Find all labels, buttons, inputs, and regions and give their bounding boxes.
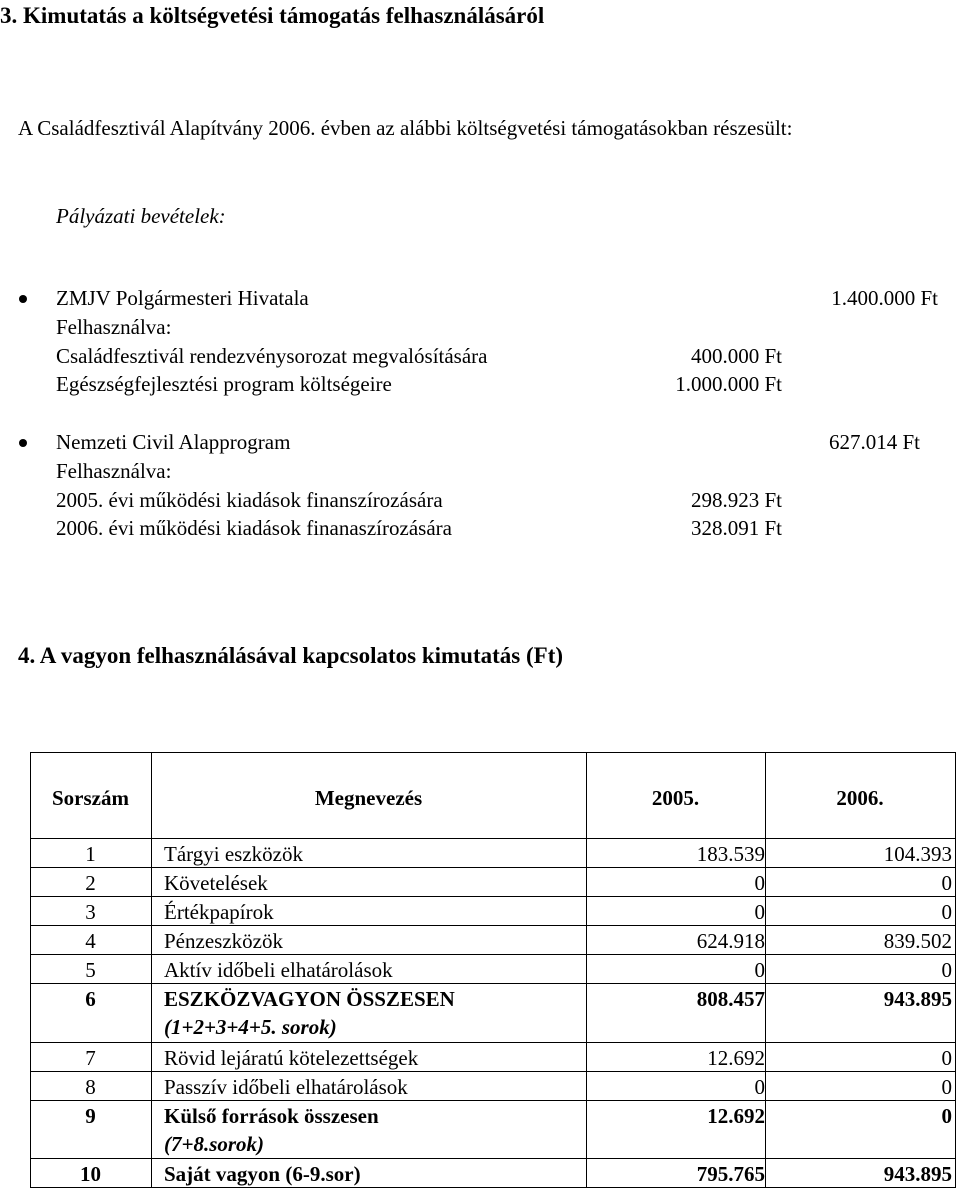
used-label: Felhasználva: — [56, 315, 172, 339]
row-value-2006: 0 — [941, 958, 952, 982]
row-name: Külső források összesen — [164, 1104, 379, 1128]
row-value-2005: 12.692 — [707, 1104, 765, 1128]
row-name: ESZKÖZVAGYON ÖSSZESEN — [164, 987, 455, 1011]
bullet-icon — [19, 439, 27, 447]
row-value-2006: 839.502 — [883, 929, 952, 953]
header-2006: 2006. — [836, 786, 884, 810]
row-name: Pénzeszközök — [164, 929, 283, 953]
grant-name: Nemzeti Civil Alapprogram — [56, 430, 291, 454]
row-value-2006: 943.895 — [883, 987, 952, 1011]
row-number: 4 — [85, 929, 96, 953]
row-number: 7 — [85, 1046, 96, 1070]
row-value-2005: 795.765 — [696, 1162, 765, 1186]
row-name: Saját vagyon (6-9.sor) — [164, 1162, 361, 1186]
row-value-2005: 624.918 — [696, 929, 765, 953]
row-value-2005: 0 — [754, 1075, 765, 1099]
row-number: 5 — [85, 958, 96, 982]
subheading-applications: Pályázati bevételek: — [56, 204, 226, 228]
row-value-2006: 0 — [941, 1046, 952, 1070]
usage-item-amount: 400.000 Ft — [690, 344, 782, 368]
row-name: Értékpapírok — [164, 900, 274, 924]
section-3-title: 3. Kimutatás a költségvetési támogatás felhasználásáról — [0, 3, 545, 28]
grant-name: ZMJV Polgármesteri Hivatala — [56, 286, 309, 310]
row-value-2005: 808.457 — [696, 987, 765, 1011]
usage-item-amount: 298.923 Ft — [690, 488, 782, 512]
row-value-2006: 0 — [941, 900, 952, 924]
row-name: Követelések — [164, 871, 268, 895]
section-4-title: 4. A vagyon felhasználásával kapcsolatos kimutatás (Ft) — [18, 643, 564, 668]
row-number: 6 — [85, 987, 96, 1011]
grant-total: 1.400.000 Ft — [831, 286, 938, 310]
row-name-note: (7+8.sorok) — [164, 1132, 265, 1156]
header-2005: 2005. — [651, 786, 700, 810]
row-value-2006: 943.895 — [883, 1162, 952, 1186]
usage-item-label: 2006. évi működési kiadások finanaszírozására — [56, 516, 452, 540]
row-number: 10 — [80, 1162, 101, 1186]
row-value-2006: 0 — [941, 1104, 952, 1128]
grant-total: 627.014 Ft — [828, 430, 920, 454]
row-name: Tárgyi eszközök — [164, 842, 303, 866]
usage-item-amount: 328.091 Ft — [690, 516, 782, 540]
row-number: 2 — [85, 871, 96, 895]
row-number: 9 — [85, 1104, 96, 1128]
row-value-2006: 104.393 — [883, 842, 952, 866]
row-value-2005: 0 — [754, 958, 765, 982]
row-value-2005: 183.539 — [696, 842, 765, 866]
row-name-note: (1+2+3+4+5. sorok) — [164, 1015, 337, 1039]
usage-item-label: 2005. évi működési kiadások finanszírozására — [56, 488, 443, 512]
row-number: 1 — [85, 842, 96, 866]
row-name: Passzív időbeli elhatárolások — [164, 1075, 408, 1099]
intro-text: A Családfesztivál Alapítvány 2006. évben az alábbi költségvetési támogatásokban részesült: — [18, 116, 793, 140]
bullet-icon — [19, 295, 27, 303]
row-number: 8 — [85, 1075, 96, 1099]
header-sorszam: Sorszám — [52, 786, 129, 810]
row-value-2006: 0 — [941, 1075, 952, 1099]
usage-item-label: Egészségfejlesztési program költségeire — [56, 372, 392, 396]
usage-item-amount: 1.000.000 Ft — [675, 372, 782, 396]
row-value-2005: 12.692 — [707, 1046, 765, 1070]
row-number: 3 — [85, 900, 96, 924]
row-value-2005: 0 — [754, 900, 765, 924]
row-name: Rövid lejáratú kötelezettségek — [164, 1046, 419, 1070]
used-label: Felhasználva: — [56, 459, 172, 483]
row-value-2005: 0 — [754, 871, 765, 895]
row-name: Aktív időbeli elhatárolások — [164, 958, 393, 982]
header-megnevezes: Megnevezés — [314, 786, 423, 810]
usage-item-label: Családfesztivál rendezvénysorozat megvalósítására — [56, 344, 488, 368]
row-value-2006: 0 — [941, 871, 952, 895]
